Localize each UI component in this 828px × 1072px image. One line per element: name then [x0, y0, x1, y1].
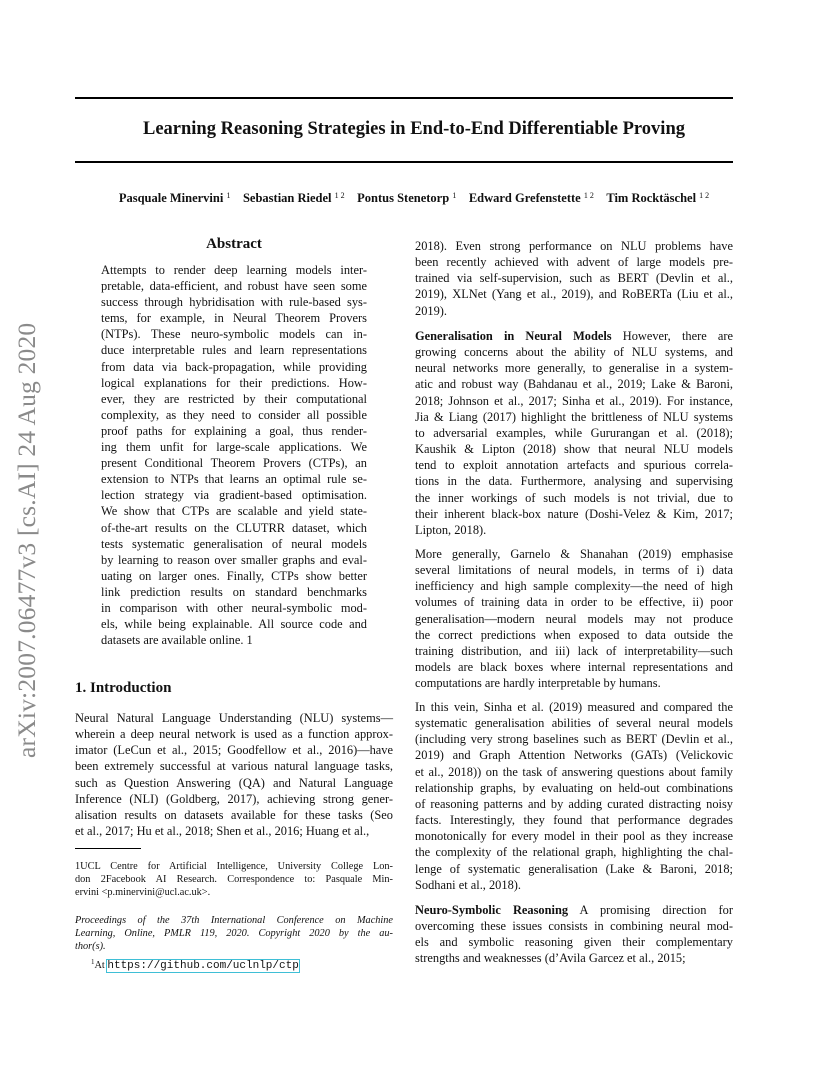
proceedings-line: Proceedings of the 37th International Conference on Machine — [75, 915, 393, 926]
affiliation-footnote-line: 1UCL Centre for Artificial Intelligence, University College Lon- — [75, 861, 393, 872]
rc-p2-line: tions in the data. Furthermore, analysing and supervising — [415, 474, 733, 489]
abstract-line: present Conditional Theorem Provers (CTPs), an — [101, 456, 367, 471]
rc-p4-line: Sodhani et al., 2018). — [415, 877, 521, 892]
abstract-line: by learning to reason over smaller graphs and eval- — [101, 552, 367, 567]
rc-p4-line: et al., 2018)) on the task of answering questions about family — [415, 764, 733, 779]
rc-p5-line: overcoming these issues consists in combining neural mod- — [415, 919, 733, 934]
intro-line: wherein a deep neural network is used as a function approx- — [75, 727, 393, 742]
rc-p1-line: 2019). — [415, 303, 448, 318]
rc-p1-line: trained via self-supervision, such as BERT (Devlin et al., — [415, 271, 733, 286]
rc-p4-line: systematic generalisation abilities of several neural models — [415, 716, 733, 731]
abstract-line: ever, they are restricted by their computational — [101, 391, 367, 406]
rc-p2-line: neural networks more generally, to generalise in a system- — [415, 361, 733, 376]
rc-p4-line: the complexity of the relational graph, highlighting the chal- — [415, 845, 733, 860]
abstract-line: logical explanations for their predictions. How- — [101, 375, 367, 390]
rc-p2-line: Jia & Liang (2017) highlight the brittleness of NLU systems — [415, 409, 733, 424]
abstract-heading: Abstract — [206, 236, 262, 252]
proceedings-line: thor(s). — [75, 941, 106, 952]
code-footnote-marker: $^1$At — [91, 958, 108, 971]
author-1: Pasquale Minervini — [118, 191, 224, 205]
intro-line: been extremely successful at various natural language tasks, — [75, 759, 393, 774]
rc-p1-line: 2018). Even strong performance on NLU problems have — [415, 239, 733, 253]
author-list — [0, 191, 828, 206]
rc-p3-line: training distribution, and iii) lack of interpretability—such — [415, 643, 733, 658]
abstract-line: datasets are available online. 1 — [101, 633, 253, 648]
rc-p4-line: facts. Interestingly, they found that performance degrades — [415, 813, 733, 828]
abstract-line: proof paths for explaining a goal, thus render- — [101, 423, 367, 438]
author-3: Pontus Stenetorp — [357, 191, 450, 205]
rc-p1-line: been recently achieved with advent of large models pre- — [415, 255, 733, 270]
code-footnote — [91, 956, 409, 973]
run-in-heading: Neuro-Symbolic Reasoning — [415, 903, 569, 917]
abstract-line: complexity, as they need to consider all possible — [101, 407, 367, 422]
rc-p4-line: relationship graphs, by evaluating on held-out combinations — [415, 780, 733, 795]
rc-p1-line: 2019), XLNet (Yang et al., 2019), and RoBERTa (Liu et al., — [415, 287, 733, 302]
abstract-line: from data via back-propagation, while providing — [101, 359, 367, 374]
abstract-line: duce interpretable rules and learn representations — [101, 343, 367, 358]
code-repository-link[interactable]: https://github.com/uclnlp/ctp — [107, 960, 299, 972]
title-top-rule — [75, 97, 733, 99]
author-affiliation-mark: 1 — [452, 191, 457, 200]
abstract-line: Attempts to render deep learning models inter- — [101, 263, 367, 277]
rc-p3-line: More generally, Garnelo & Shanahan (2019) emphasise — [415, 547, 733, 561]
rc-p5-line: els and symbolic reasoning given their complementary — [415, 935, 733, 950]
affiliation-footnote — [75, 860, 393, 899]
rc-p4-line: monotonically for every model in their pool as they increase — [415, 829, 733, 844]
rc-p4-line: of reasoning patterns and by adding curated distracting noisy — [415, 796, 733, 811]
rc-p2-line: 2018; Johnson et al., 2017; Sinha et al., 2019). For instance, — [415, 393, 733, 408]
abstract-line: uating on larger ones. Finally, CTPs show better — [101, 568, 367, 583]
author-affiliation-mark: 1 2 — [583, 191, 594, 200]
rc-p2-line: Lipton, 2018). — [415, 522, 487, 537]
rc-p3-line: volumes of training data in order to be effective, ii) poor — [415, 595, 733, 610]
paper-title: Learning Reasoning Strategies in End-to-End Differentiable Proving — [142, 119, 685, 139]
author-affiliation-mark: 1 2 — [699, 191, 710, 200]
author-affiliation-mark: 1 2 — [334, 191, 345, 200]
abstract-line: tems, for example, in Neural Theorem Provers — [101, 311, 367, 326]
right-col-paragraph-sinha — [415, 699, 733, 893]
right-col-paragraph-1 — [415, 238, 733, 319]
abstract-line: pretable, data-efficient, and robust have seen some — [101, 279, 367, 294]
title-bottom-rule — [75, 161, 733, 163]
rc-p3-line: models are black boxes where internal representations and — [415, 660, 733, 675]
rc-p4-line: (including very strong baselines such as BERT (Devlin et al., — [415, 732, 733, 747]
right-col-paragraph-limitations — [415, 546, 733, 691]
rc-p4-line: In this vein, Sinha et al. (2019) measured and compared the — [415, 700, 733, 714]
intro-line: alisation results on datasets available for these tasks (Seo — [75, 807, 393, 822]
abstract-line: extension to NTPs that learns an optimal rule se- — [101, 472, 367, 487]
abstract-line: lection strategy via gradient-based optimisation. — [101, 488, 367, 503]
author-affiliation-mark: 1 — [226, 191, 231, 200]
rc-p2-line: atic and robust way (Bahdanau et al., 2019; Lake & Baroni, — [415, 377, 733, 392]
footnote-rule — [75, 848, 141, 849]
abstract-line: ing them unfit for large-scale applications. We — [101, 440, 367, 455]
proceedings-note — [75, 914, 393, 953]
abstract-line: (NTPs). These neuro-symbolic models can in- — [101, 327, 367, 342]
rc-p3-line: computations are hardly interpretable by humans. — [415, 676, 661, 691]
rc-p2-line: to adversarial examples, while Gururangan et al. (2018); — [415, 425, 733, 440]
abstract-line: els, while being explainable. All source code and — [101, 617, 367, 632]
affiliation-footnote-line: ervini <p.minervini@ucl.ac.uk>. — [75, 887, 211, 898]
introduction-heading: 1. Introduction — [75, 680, 172, 696]
rc-p2-line: their inherent black-box nature (Doshi-Velez & Kim, 2017; — [415, 506, 733, 521]
rc-p4-line: lenge of systematic generalisation (Lake & Baroni, 2018; — [415, 861, 733, 876]
affiliation-footnote-line: don 2Facebook AI Research. Correspondence to: Pasquale Min- — [75, 874, 393, 885]
rc-p4-line: 2019) and Graph Attention Networks (GATs) (Velickovic — [415, 748, 733, 763]
abstract-line: We show that CTPs are scalable and yield state- — [101, 504, 367, 519]
intro-line: et al., 2017; Hu et al., 2018; Shen et al., 2016; Huang et al., — [75, 824, 370, 839]
run-in-heading: Generalisation in Neural Models — [415, 329, 612, 343]
author-2: Sebastian Riedel — [242, 191, 332, 205]
rc-p2-line: Kaushik & Lipton (2018) show that neural NLU models — [415, 442, 733, 457]
rc-p3-line: inefficiency and high sample complexity—the need of high — [415, 579, 733, 594]
abstract-line: link prediction results on standard benchmarks — [101, 584, 367, 599]
rc-p2-line: Generalisation in Neural Models However, there are — [415, 329, 733, 343]
abstract-line: tests systematic generalisation of neural models — [101, 536, 367, 551]
proceedings-line: Learning, Online, PMLR 119, 2020. Copyright 2020 by the au- — [75, 928, 393, 939]
rc-p5-line: Neuro-Symbolic Reasoning A promising direction for — [415, 903, 733, 917]
author-5: Tim Rocktäschel — [606, 191, 697, 205]
rc-p5-line: strengths and weaknesses (d’Avila Garcez et al., 2015; — [415, 951, 686, 966]
abstract-body — [101, 262, 367, 648]
abstract-line: in comparison with other neural-symbolic mod- — [101, 600, 367, 615]
rc-p3-line: several limitations of neural models, in terms of i) data — [415, 563, 733, 578]
intro-line: Neural Natural Language Understanding (NLU) systems— — [75, 711, 393, 725]
rc-p3-line: generalisation—modern neural models may not produce — [415, 611, 733, 626]
right-col-paragraph-generalisation — [415, 328, 733, 538]
introduction-body — [75, 710, 393, 839]
right-col-paragraph-neuro-symbolic — [415, 902, 733, 967]
intro-line: Inference (NLI) (Goldberg, 2017), achieving strong gener- — [75, 791, 393, 806]
intro-line: such as Question Answering (QA) and Natural Language — [75, 775, 393, 790]
abstract-line: success through hybridisation with rule-based sys- — [101, 295, 367, 310]
author-4: Edward Grefenstette — [468, 191, 581, 205]
abstract-line: of-the-art results on the CLUTRR dataset, which — [101, 520, 367, 535]
rc-p3-line: the correct predictions when exposed to data outside the — [415, 627, 733, 642]
rc-p2-line: tend to exploit annotation artefacts and spurious correla- — [415, 458, 733, 473]
rc-p2-line: growing concerns about the ability of NLU systems, and — [415, 345, 733, 360]
arxiv-stamp: arXiv:2007.06477v3 [cs.AI] 24 Aug 2020 — [12, 322, 41, 758]
intro-line: imator (LeCun et al., 2015; Goodfellow et al., 2016)—have — [75, 743, 393, 758]
rc-p2-line: the inner workings of such models is not trivial, due to — [415, 490, 733, 505]
